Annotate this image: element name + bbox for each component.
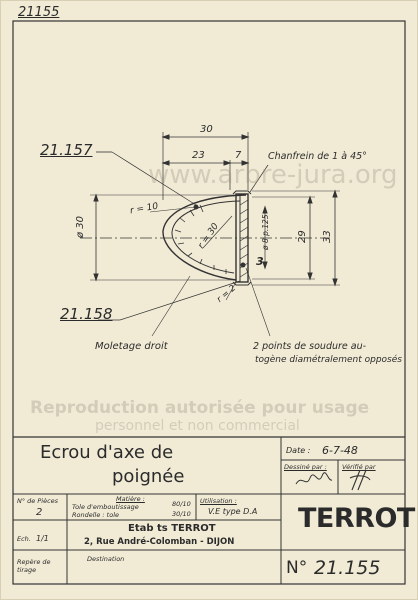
watermark-url: www.arbre-jura.org [148, 160, 398, 190]
knurl-note: Moletage droit [95, 341, 168, 352]
height-29-label: 29 [297, 230, 308, 243]
company-name: Etab ts TERROT [128, 523, 216, 534]
checked-by-signature [346, 468, 374, 492]
material-line1-value: 80/10 [172, 500, 191, 508]
radius-inner-label: r = 30 [196, 221, 222, 251]
drawing-number-value: 21.155 [314, 557, 381, 579]
corner-drawing-number: 21155 [18, 5, 60, 20]
weld-note-line1: 2 points de soudure au- [253, 341, 367, 352]
dimension-width-b: 7 [235, 150, 242, 161]
height-33-label: 33 [322, 230, 333, 243]
drawing-number-label: N° [286, 558, 308, 578]
pieces-value: 2 [36, 507, 43, 518]
weld-note-line2: togène diamétralement opposés [255, 355, 402, 365]
marker-label: Repère de tirage [17, 558, 51, 575]
usage-label: Utilisation : [200, 497, 237, 505]
chamfer-note: Chanfrein de 1 à 45° [268, 151, 367, 162]
radius-outer-label: r = 10 [129, 201, 159, 217]
diameter-label: ø 30 [75, 215, 86, 238]
drawing-title-line2: poignée [112, 466, 185, 487]
part-number-label: 21.158 [60, 305, 113, 323]
drawing-title-line1: Ecrou d'axe de [40, 442, 174, 463]
checked-by-label: Vérifié par [342, 463, 376, 471]
drawn-by-signature [294, 470, 334, 490]
dimension-overall-width: 30 [200, 124, 213, 135]
watermark-line2: personnel et non commercial [95, 418, 300, 434]
scale-label: Ech. [17, 535, 31, 543]
date-label: Date : [286, 446, 311, 455]
drawn-by-label: Dessiné par : [284, 463, 327, 471]
usage-value: V.E type D.A [208, 507, 258, 516]
part-number-label: 21.157 [40, 141, 93, 159]
radius-small-label: r = 2 [215, 283, 238, 305]
material-line2: Rondelle : tole [72, 511, 120, 519]
pieces-label: N° de Pièces [17, 497, 59, 505]
watermark-line1: Reproduction autorisée pour usage [30, 398, 370, 418]
brand-logo: TERROT [298, 503, 415, 534]
material-line1: Tole d'emboutissage [72, 503, 139, 511]
material-line2-value: 30/10 [172, 510, 191, 518]
material-label: Matière : [116, 495, 145, 503]
thread-label: ø 8 p.125 [261, 214, 270, 250]
scale-value: 1/1 [36, 534, 49, 543]
gap-3-label: 3 [256, 255, 264, 268]
destination-label: Destination [87, 555, 125, 563]
company-address: 2, Rue André-Colomban - DIJON [84, 537, 235, 547]
dimension-width-a: 23 [192, 150, 205, 161]
date-value: 6-7-48 [322, 444, 358, 457]
